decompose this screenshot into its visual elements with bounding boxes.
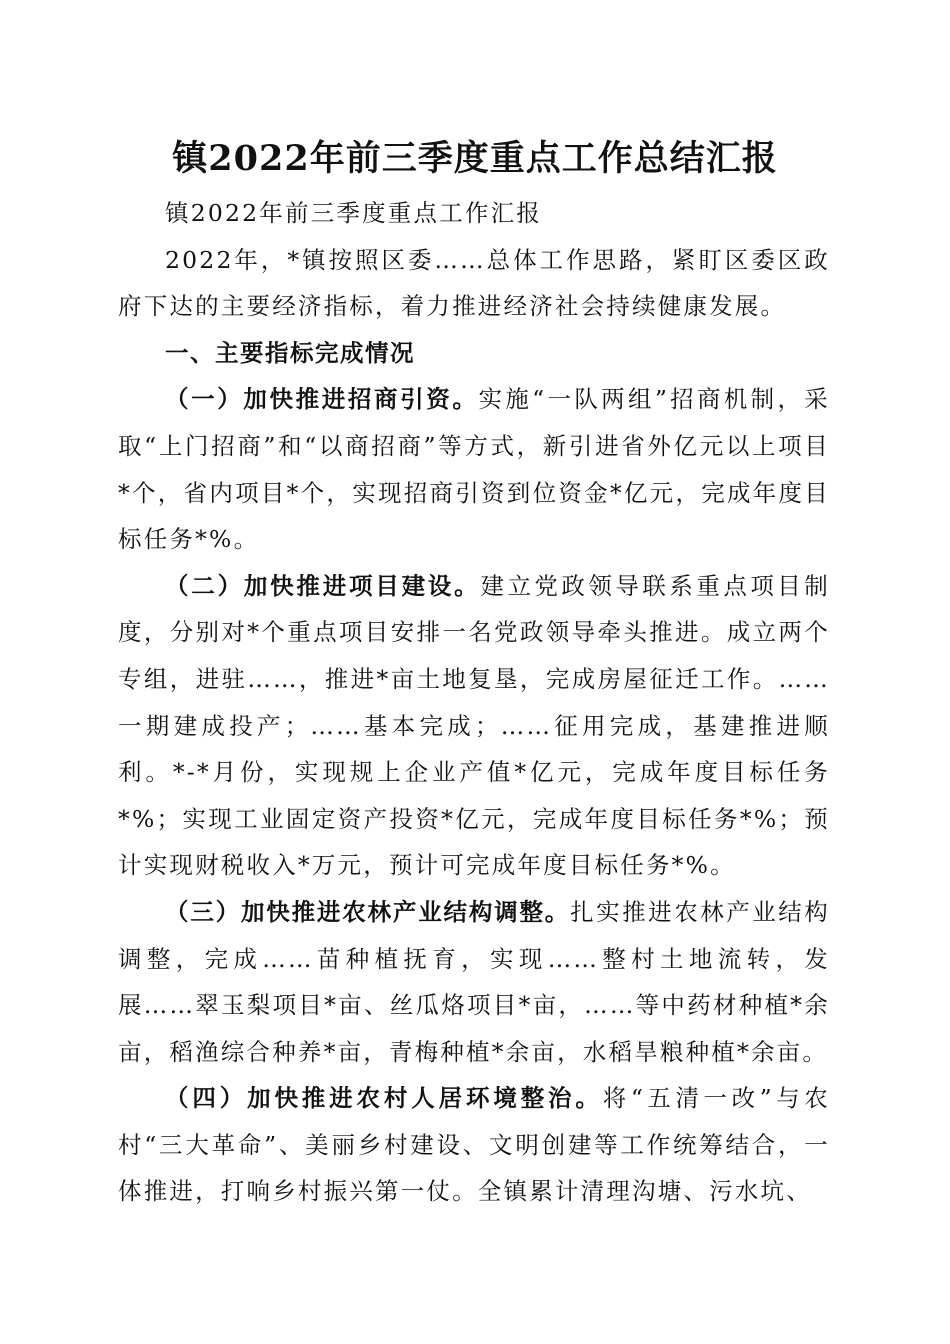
item-lead: （二）加快推进项目建设。 bbox=[165, 571, 481, 600]
subtitle-paragraph: 镇2022年前三季度重点工作汇报 bbox=[165, 199, 543, 227]
item-paragraph-2 bbox=[118, 563, 830, 889]
item-text: 将“五清一改”与农村“三大革命”、美丽乡村建设、文明创建等工作统筹结合，一体推进，打响乡村振兴第一仗。全镇累计清理沟塘、污水坑、 bbox=[118, 1084, 830, 1206]
document-title: 镇2022年前三季度重点工作总结汇报 bbox=[172, 138, 778, 179]
item-paragraph-1 bbox=[118, 376, 830, 562]
item-text: 建立党政领导联系重点项目制度，分别对*个重点项目安排一名党政领导牵头推进。成立两个专组，进驻……，推进*亩土地复垦，完成房屋征迁工作。……一期建成投产；……基本完成；……征用完成，基建推进顺利。*-*月份，实现规上企业产值*亿元，完成年度目标任务*%；实现工业固定资产投资*亿元，完成年度目标任务*%；预计实现财税收入*万元，预计可完成年度目标任务*%。 bbox=[118, 571, 830, 880]
item-text: 扎实推进农林产业结构调整，完成……苗种植抚育，实现……整村土地流转，发展……翠玉梨项目*亩、丝瓜烙项目*亩，……等中药材种植*余亩，稻渔综合种养*亩，青梅种植*余亩，水稻旱粮种植*余亩。 bbox=[118, 897, 831, 1066]
item-text: 实施“一队两组”招商机制，采取“上门招商”和“以商招商”等方式，新引进省外亿元以上项目*个，省内项目*个，实现招商引资到位资金*亿元，完成年度目标任务*%。 bbox=[118, 385, 831, 554]
item-paragraph-3 bbox=[118, 889, 830, 1075]
item-lead: （四）加快推进农村人居环境整治。 bbox=[165, 1084, 603, 1113]
item-lead: （一）加快推进招商引资。 bbox=[165, 385, 479, 414]
section-heading: 一、主要指标完成情况 bbox=[165, 338, 415, 367]
item-lead: （三）加快推进农林产业结构调整。 bbox=[165, 897, 571, 926]
item-paragraph-4 bbox=[118, 1075, 830, 1215]
document-body bbox=[118, 190, 830, 1215]
intro-paragraph: 2022年，*镇按照区委……总体工作思路，紧盯区委区政府下达的主要经济指标，着力推进经济社会持续健康发展。 bbox=[118, 245, 830, 321]
